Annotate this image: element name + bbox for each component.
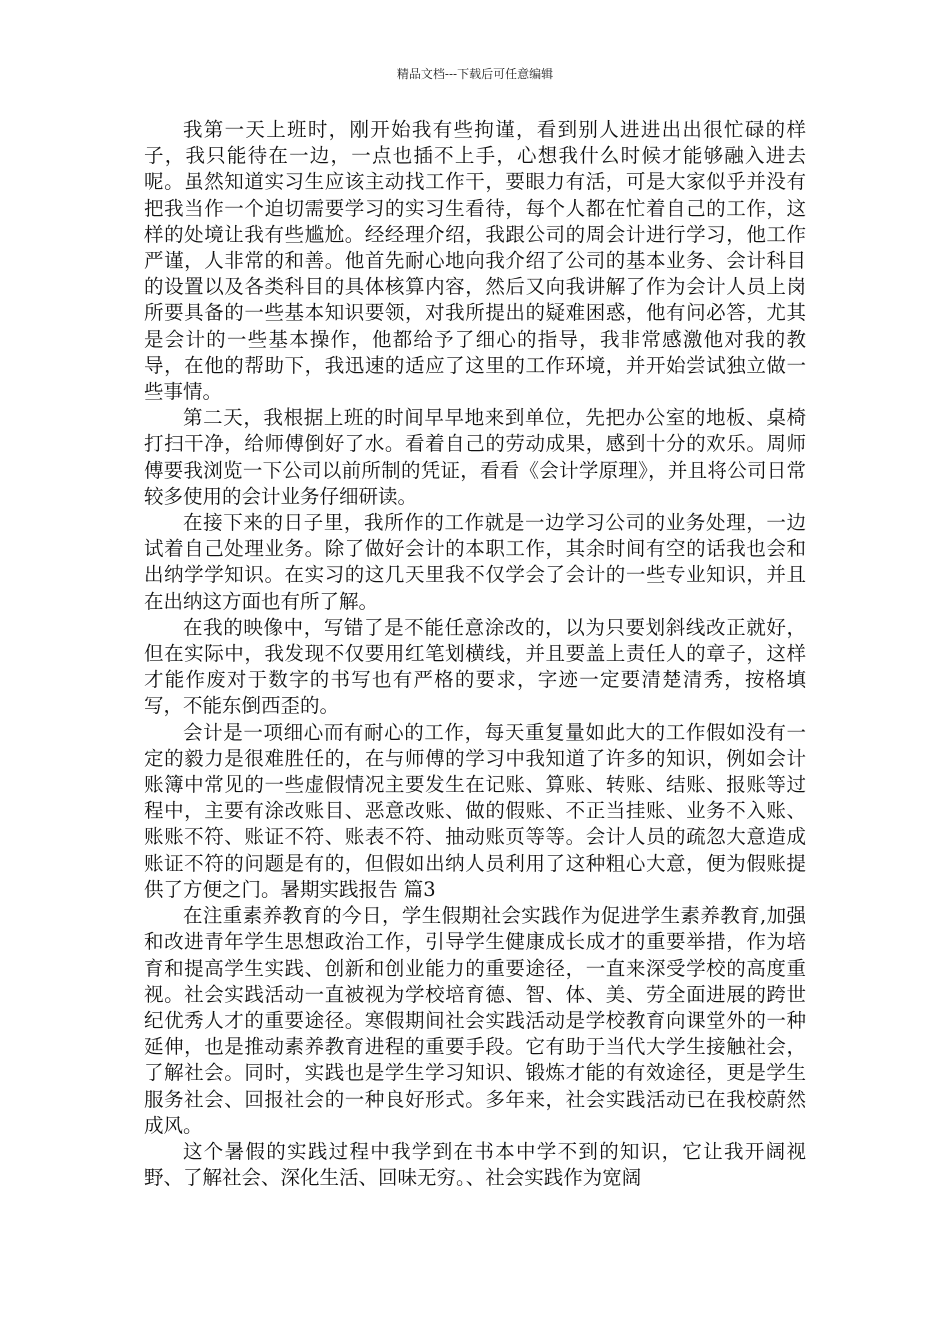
paragraph-second-day: 第二天，我根据上班的时间早早地来到单位，先把办公室的地板、桌椅打扫干净，给师傅倒好了水。看着自己的劳动成果，感到十分的欢乐。周师傅要我浏览一下公司以前所制的凭证，看看《会计学原理》，并且将公司日常较多使用的会计业务仔细研读。 <box>144 406 806 508</box>
paragraph-quality-education: 在注重素养教育的今日，学生假期社会实践作为促进学生素养教育,加强和改进青年学生思想政治工作，引导学生健康成长成才的重要举措，作为培育和提高学生实践、创新和创业能力的重要途径，一直来深受学校的高度重视。社会实践活动一直被视为学校培育德、智、体、美、劳全面进展的跨世纪优秀人才的重要途径。寒假期间社会实践活动是学校教育向课堂外的一种延伸，也是推动素养教育进程的重要手段。它有助于当代大学生接触社会，了解社会。同时，实践也是学生学习知识、锻炼才能的有效途径，更是学生服务社会、回报社会的一种良好形式。多年来，社会实践活动已在我校蔚然成风。 <box>144 904 806 1137</box>
paragraph-following-days: 在接下来的日子里，我所作的工作就是一边学习公司的业务处理，一边试着自己处理业务。除了做好会计的本职工作，其余时间有空的话我也会和出纳学学知识。在实习的这几天里我不仅学会了会计的一些专业知识，并且在出纳这方面也有所了解。 <box>144 511 806 613</box>
paragraph-summer-practice: 这个暑假的实践过程中我学到在书本中学不到的知识，它让我开阔视野、了解社会、深化生活、回味无穷。、社会实践作为宽阔 <box>144 1139 806 1190</box>
paragraph-accounting-patience: 会计是一项细心而有耐心的工作，每天重复量如此大的工作假如没有一定的毅力是很难胜任的，在与师傅的学习中我知道了许多的知识，例如会计账簿中常见的一些虚假情况主要发生在记账、算账、转账、结账、报账等过程中，主要有涂改账目、恶意改账、做的假账、不正当挂账、业务不入账、账账不符、账证不符、账表不符、抽动账页等等。会计人员的疏忽大意造成账证不符的问题是有的，但假如出纳人员利用了这种粗心大意，便为假账提供了方便之门。暑期实践报告 篇3 <box>144 720 806 901</box>
paragraph-corrections: 在我的映像中，写错了是不能任意涂改的，以为只要划斜线改正就好，但在实际中，我发现不仅要用红笔划横线，并且要盖上责任人的章子，这样才能作废对于数字的书写也有严格的要求，字迹一定要清楚清秀，按格填写，不能东倒西歪的。 <box>144 615 806 718</box>
paragraph-first-day: 我第一天上班时，刚开始我有些拘谨，看到别人进进出出很忙碌的样子，我只能待在一边，一点也插不上手，心想我什么时候才能够融入进去呢。虽然知道实习生应该主动找工作干，要眼力有活，可是大家似乎并没有把我当作一个迫切需要学习的实习生看待，每个人都在忙着自己的工作，这样的处境让我有些尴尬。经经理介绍，我跟公司的周会计进行学习，他工作严谨，人非常的和善。他首先耐心地向我介绍了公司的基本业务、会计科目的设置以及各类科目的具体核算内容，然后又向我讲解了作为会计人员上岗所要具备的一些基本知识要领，对我所提出的疑难困惑，他有问必答，尤其是会计的一些基本操作，他都给予了细心的指导，我非常感激他对我的教导，在他的帮助下，我迅速的适应了这里的工作环境，并开始尝试独立做一些事情。 <box>144 118 806 404</box>
document-body <box>144 117 806 1191</box>
page-header: 精品文档---下载后可任意编辑 <box>396 67 554 81</box>
